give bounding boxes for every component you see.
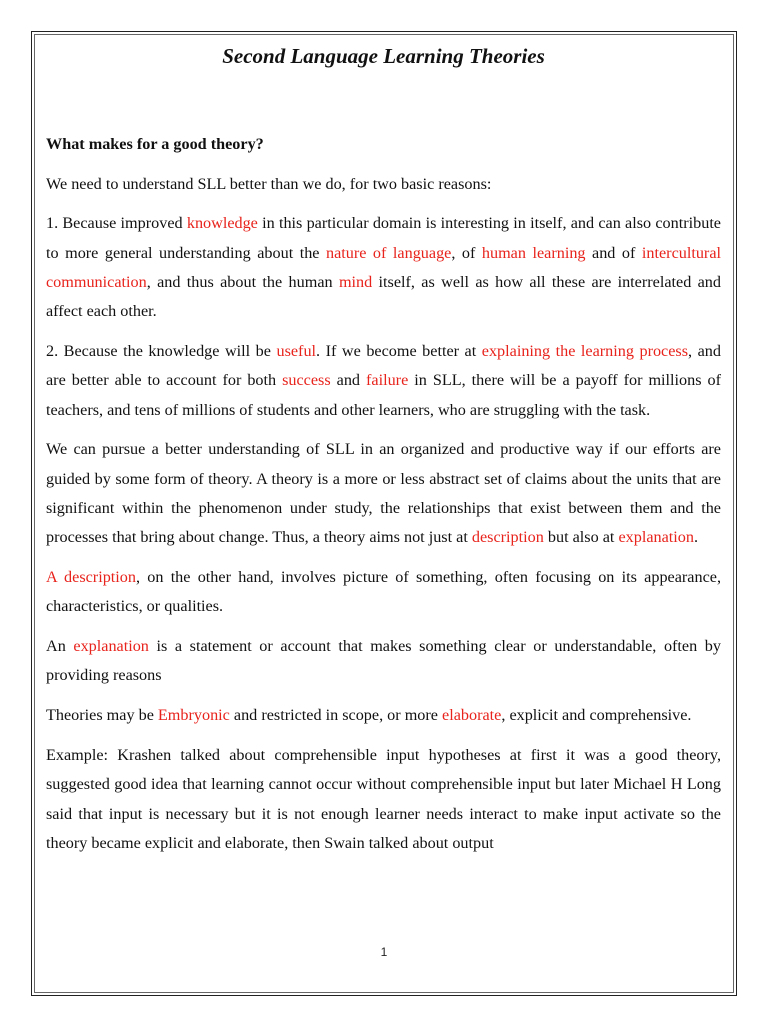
text: , on the other hand, involves picture of something, often focusing on its appearance, characteristics, or qualities. (46, 568, 721, 616)
page-number: 1 (380, 945, 388, 959)
paragraph-intro: We need to understand SLL better than we do, for two basic reasons: (46, 174, 492, 193)
text: , explicit and comprehensive. (501, 706, 692, 725)
highlight-elaborate: elaborate (442, 706, 502, 725)
highlight-a-description: A description (46, 568, 136, 587)
paragraph-explanation (46, 632, 721, 691)
highlight-useful: useful (276, 341, 317, 360)
paragraph-example: Example: Krashen talked about comprehensible input hypotheses at first it was a good theory, suggested good idea that learning cannot occur without comprehensible input but later Michael H Long said that input is necessary but it is not enough learner needs interact to make input activate so the theory became explicit and elaborate, then Swain talked about output (46, 746, 721, 852)
highlight-explanation-term: explanation (73, 637, 149, 656)
highlight-mind: mind (338, 272, 373, 291)
text: but also at (543, 528, 619, 547)
highlight-success: success (282, 371, 331, 390)
text: , and thus about the human (146, 272, 339, 291)
paragraph-theory-types (46, 701, 721, 730)
text: . (693, 528, 699, 547)
paragraph-reason-1 (46, 209, 721, 326)
highlight-human-learning: human learning (481, 243, 586, 262)
highlight-failure: failure (366, 371, 409, 390)
highlight-knowledge: knowledge (186, 214, 258, 233)
highlight-intercultural-communication: intercultural communication (46, 243, 722, 291)
text: 2. Because the knowledge will be (46, 341, 277, 360)
text: An (46, 637, 74, 656)
highlight-explanation: explanation (618, 528, 694, 547)
text: in SLL, there will be a payoff for millions of teachers, and tens of millions of students and other learners, who are struggling with the task. (46, 371, 721, 419)
highlight-description: description (471, 528, 544, 547)
text: is a statement or account that makes something clear or understandable, often by providing reasons (46, 637, 721, 685)
highlight-nature-of-language: nature of language (325, 243, 452, 262)
text: , and are better able to account for both (46, 341, 721, 390)
text: . If we become better at (316, 341, 482, 360)
paragraph-reason-2 (46, 337, 721, 425)
text: in this particular domain is interesting in itself, and can also contribute to more general understanding about the (46, 214, 721, 262)
paragraph-description (46, 563, 721, 622)
section-heading: What makes for a good theory? (46, 135, 264, 153)
highlight-embryonic: Embryonic (157, 706, 230, 725)
text: 1. Because improved (46, 214, 187, 233)
text: and restricted in scope, or more (229, 706, 443, 725)
text: and of (585, 243, 642, 262)
highlight-explaining-the-learning-process: explaining the learning process (481, 341, 689, 360)
text: Theories may be (46, 706, 158, 725)
document-body (46, 38, 721, 869)
paragraph-theory (46, 435, 721, 552)
text: We can pursue a better understanding of SLL in an organized and productive way if our efforts are guided by some form of theory. A theory is a more or less abstract set of claims about the units that are significant within the phenomenon under study, the relationships that exist between them and the processes that bring about change. Thus, a theory aims not just at (46, 440, 721, 547)
text: itself, as well as how all these are interrelated and affect each other. (46, 272, 721, 321)
page-title: Second Language Learning Theories (222, 44, 545, 68)
text: and (330, 371, 367, 390)
text: , of (451, 243, 482, 262)
